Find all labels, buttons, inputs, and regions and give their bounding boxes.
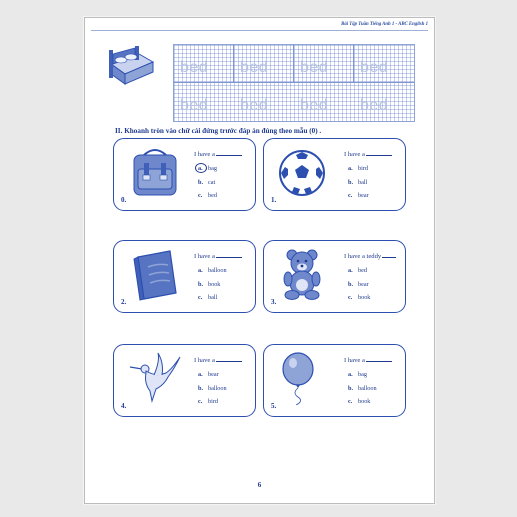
question-number: 1. — [271, 196, 277, 204]
tracing-grid[interactable] — [173, 44, 415, 122]
option-list — [198, 163, 217, 204]
question-card-2 — [113, 240, 256, 313]
worksheet-page — [84, 17, 435, 504]
question-card-0 — [113, 138, 256, 211]
question-card-3 — [263, 240, 406, 313]
option-b[interactable]: b. bear — [348, 280, 369, 288]
book-icon — [122, 247, 188, 301]
option-b[interactable]: b. balloon — [198, 384, 227, 392]
option-a[interactable]: a. bag — [348, 371, 367, 378]
question-card-5 — [263, 344, 406, 417]
question-number: 0. — [121, 196, 127, 204]
option-a[interactable]: a. bear — [198, 371, 219, 378]
answer-blank[interactable] — [366, 355, 392, 362]
option-a[interactable]: a. bird — [348, 165, 368, 172]
option-list — [198, 265, 227, 306]
option-c[interactable]: c. bird — [198, 398, 218, 405]
question-number: 4. — [121, 402, 127, 410]
trace-word: bed — [240, 59, 269, 76]
option-list — [348, 369, 377, 410]
option-list — [198, 369, 227, 410]
option-list — [348, 265, 370, 306]
school-bag-icon — [122, 145, 188, 199]
trace-word: bed — [180, 59, 209, 76]
section-instruction: II. Khoanh tròn vào chữ cái đứng trước đáp án đúng theo mẫu (0) . — [115, 127, 322, 135]
option-a[interactable]: a. bed — [348, 267, 367, 274]
question-prompt: I have a — [194, 149, 242, 158]
trace-word: bed — [300, 59, 329, 76]
trace-word: bed — [360, 97, 389, 114]
trace-word: bed — [240, 97, 269, 114]
question-prompt: I have a — [344, 149, 392, 158]
question-prompt: I have a — [344, 355, 392, 364]
question-prompt: I have a teddy — [344, 251, 396, 260]
answer-blank[interactable] — [216, 251, 242, 258]
trace-word: bed — [300, 97, 329, 114]
question-card-4 — [113, 344, 256, 417]
answer-circle — [195, 163, 207, 173]
answer-blank[interactable] — [216, 149, 242, 156]
option-c[interactable]: c. bear — [348, 192, 369, 199]
question-prompt: I have a — [194, 251, 242, 260]
option-b[interactable]: b. ball — [348, 178, 368, 186]
question-number: 5. — [271, 402, 277, 410]
trace-word: bed — [360, 59, 389, 76]
option-b[interactable]: b. book — [198, 280, 221, 288]
answer-blank[interactable] — [382, 251, 396, 258]
answer-blank[interactable] — [366, 149, 392, 156]
question-card-1 — [263, 138, 406, 211]
question-prompt: I have a — [194, 355, 242, 364]
option-a[interactable]: a. balloon — [198, 267, 227, 274]
question-number: 2. — [121, 298, 127, 306]
option-a[interactable]: a. bag — [198, 163, 217, 177]
page-number: 6 — [257, 481, 262, 489]
answer-blank[interactable] — [216, 355, 242, 362]
option-b[interactable]: b. balloon — [348, 384, 377, 392]
option-c[interactable]: c. bed — [198, 192, 217, 199]
bed-icon — [105, 42, 157, 90]
option-c[interactable]: c. ball — [198, 294, 218, 301]
teddy-bear-icon — [272, 247, 338, 301]
question-number: 3. — [271, 298, 277, 306]
option-b[interactable]: b. cat — [198, 178, 216, 186]
balloon-icon — [272, 351, 338, 405]
option-list — [348, 163, 369, 204]
option-c[interactable]: c. book — [348, 294, 371, 301]
trace-word: bed — [180, 97, 209, 114]
page-header: Bài Tập Tuần Tiếng Anh 1 - ABC English 1 — [341, 22, 428, 27]
header-divider — [91, 30, 428, 31]
option-c[interactable]: c. book — [348, 398, 371, 405]
bird-icon — [122, 351, 188, 405]
ball-icon — [272, 145, 338, 199]
